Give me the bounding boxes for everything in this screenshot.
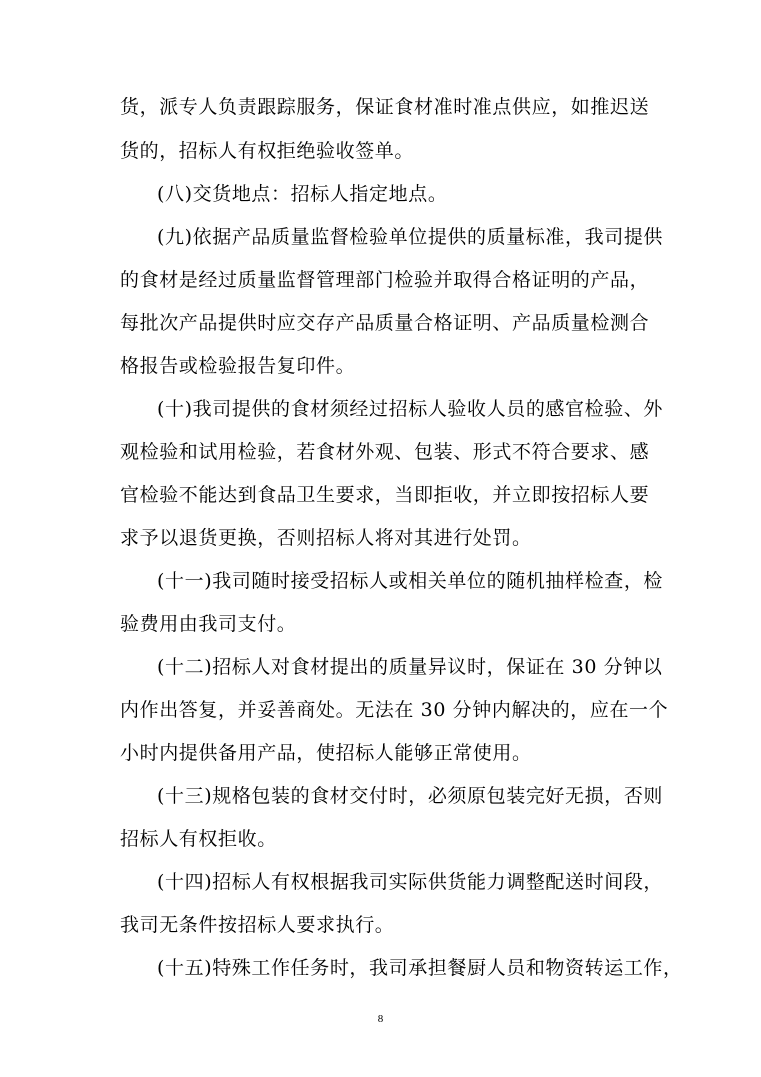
paragraph-start: (八)交货地点：招标人指定地点。 [157,183,448,205]
text-line: 官检验不能达到食品卫生要求，当即拒收，并立即按招标人要 [120,484,650,506]
paragraph-start: (十)我司提供的食材须经过招标人验收人员的感官检验、外 [157,398,664,420]
paragraph-start: (十五)特殊工作任务时，我司承担餐厨人员和物资转运工作， [157,957,683,979]
paragraph-start: (十一)我司随时接受招标人或相关单位的随机抽样检查，检 [157,570,664,592]
paragraph-start: (九)依据产品质量监督检验单位提供的质量标准，我司提供 [157,226,664,248]
text-line: 验费用由我司支付。 [120,613,297,635]
text-line: 求予以退货更换，否则招标人将对其进行处罚。 [120,527,532,549]
paragraph-start: (十二)招标人对食材提出的质量异议时，保证在 30 分钟以 [157,656,663,678]
text-line: 货的，招标人有权拒绝验收签单。 [120,140,415,162]
text-line: 货，派专人负责跟踪服务，保证食材准时准点供应，如推迟送 [120,96,650,118]
paragraph-start: (十四)招标人有权根据我司实际供货能力调整配送时间段， [157,871,664,893]
text-line: 的食材是经过质量监督管理部门检验并取得合格证明的产品， [120,269,650,291]
text-line: 观检验和试用检验，若食材外观、包装、形式不符合要求、感 [120,441,650,463]
text-line: 内作出答复，并妥善商处。无法在 30 分钟内解决的，应在一个 [120,699,669,721]
page-number: 8 [377,1013,384,1025]
paragraph-start: (十三)规格包装的食材交付时，必须原包装完好无损，否则 [157,785,664,807]
text-line: 每批次产品提供时应交存产品质量合格证明、产品质量检测合 [120,312,650,334]
text-line: 格报告或检验报告复印件。 [120,355,356,377]
text-line: 招标人有权拒收。 [120,828,277,850]
text-line: 我司无条件按招标人要求执行。 [120,914,395,936]
text-line: 小时内提供备用产品，使招标人能够正常使用。 [120,742,532,764]
